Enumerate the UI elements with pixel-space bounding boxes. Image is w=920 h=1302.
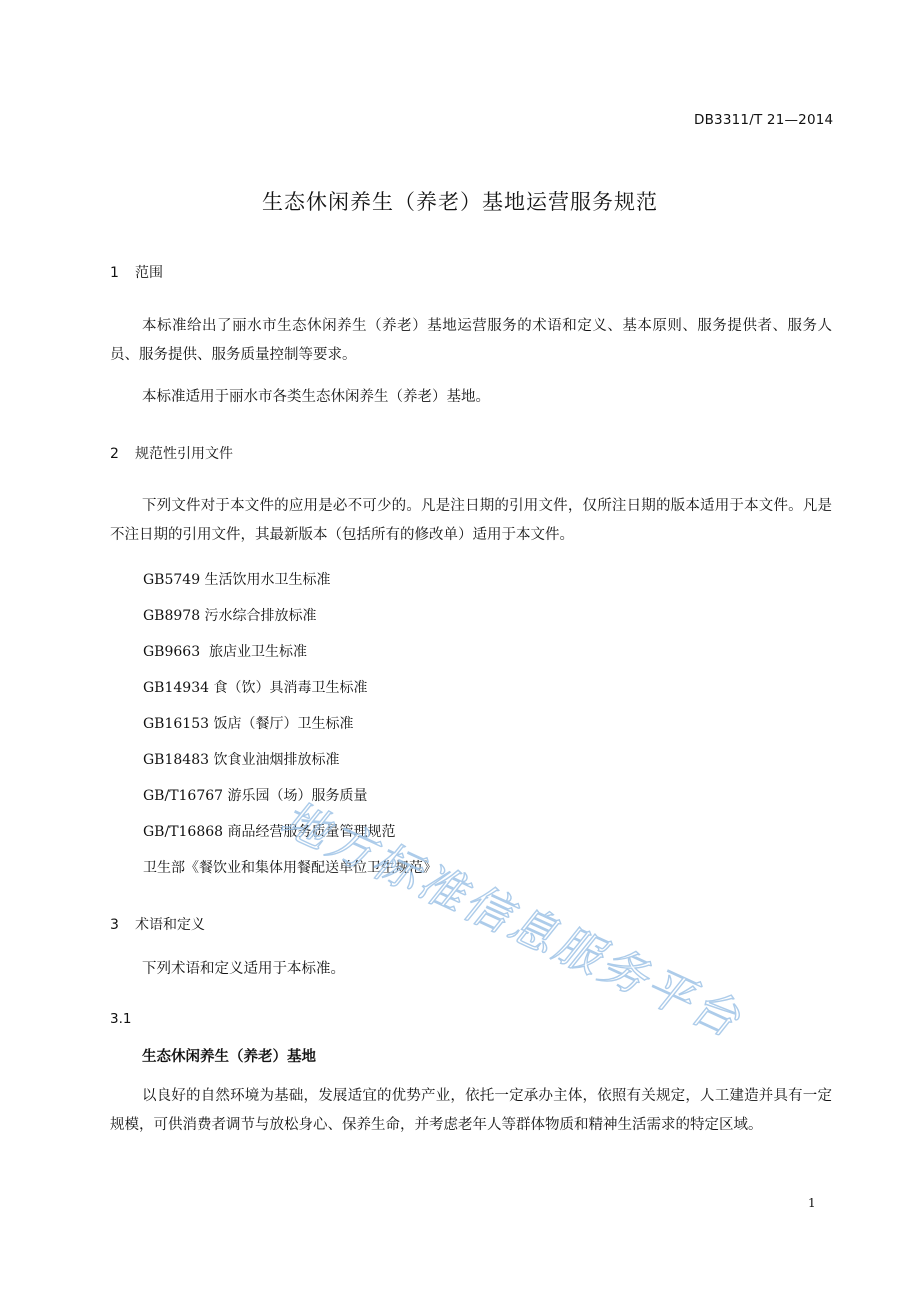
- section-number: 3: [110, 917, 119, 933]
- page-number: 1: [808, 1196, 816, 1210]
- reference-item: GB18483 饮食业油烟排放标准: [143, 752, 340, 768]
- term-definition: 以良好的自然环境为基础，发展适宜的优势产业，依托一定承办主体，依照有关规定，人工建造并具有一定规模，可供消费者调节与放松身心、保养生命，并考虑老年人等群体物质和精神生活需求的特定区域。: [110, 1088, 832, 1133]
- reference-item: GB8978 污水综合排放标准: [143, 608, 317, 624]
- reference-item: GB/T16767 游乐园（场）服务质量: [143, 788, 368, 804]
- section-title: 术语和定义: [135, 917, 205, 933]
- section-title: 规范性引用文件: [135, 446, 233, 462]
- reference-item: GB/T16868 商品经营服务质量管理规范: [143, 824, 396, 840]
- section-1-paragraph-1: 本标准给出了丽水市生态休闲养生（养老）基地运营服务的术语和定义、基本原则、服务提供者、服务人员、服务提供、服务质量控制等要求。: [110, 318, 832, 363]
- watermark-text: 地方标准信息服务平台: [273, 790, 751, 1049]
- section-3-paragraph: 下列术语和定义适用于本标准。: [142, 961, 345, 977]
- reference-item: GB5749 生活饮用水卫生标准: [143, 572, 331, 588]
- section-1-heading: [110, 262, 163, 282]
- term-title: 生态休闲养生（养老）基地: [142, 1049, 316, 1065]
- section-title: 范围: [135, 265, 163, 281]
- document-title: 生态休闲养生（养老）基地运营服务规范: [262, 190, 658, 214]
- watermark: [270, 760, 790, 1090]
- subsection-number: 3.1: [110, 1011, 132, 1027]
- document-code: DB3311/T 21—2014: [694, 112, 834, 128]
- section-number: 1: [110, 265, 119, 281]
- section-2-paragraph: 下列文件对于本文件的应用是必不可少的。凡是注日期的引用文件，仅所注日期的版本适用于本文件。凡是不注日期的引用文件，其最新版本（包括所有的修改单）适用于本文件。: [110, 498, 832, 543]
- reference-item: GB9663 旅店业卫生标准: [143, 644, 308, 660]
- reference-item: 卫生部《餐饮业和集体用餐配送单位卫生规范》: [143, 860, 437, 876]
- reference-item: GB14934 食（饮）具消毒卫生标准: [143, 680, 368, 696]
- section-1-paragraph-2: 本标准适用于丽水市各类生态休闲养生（养老）基地。: [142, 389, 490, 405]
- section-number: 2: [110, 446, 119, 462]
- reference-item: GB16153 饭店（餐厅）卫生标准: [143, 716, 354, 732]
- section-3-heading: [110, 914, 205, 934]
- section-2-heading: [110, 443, 233, 463]
